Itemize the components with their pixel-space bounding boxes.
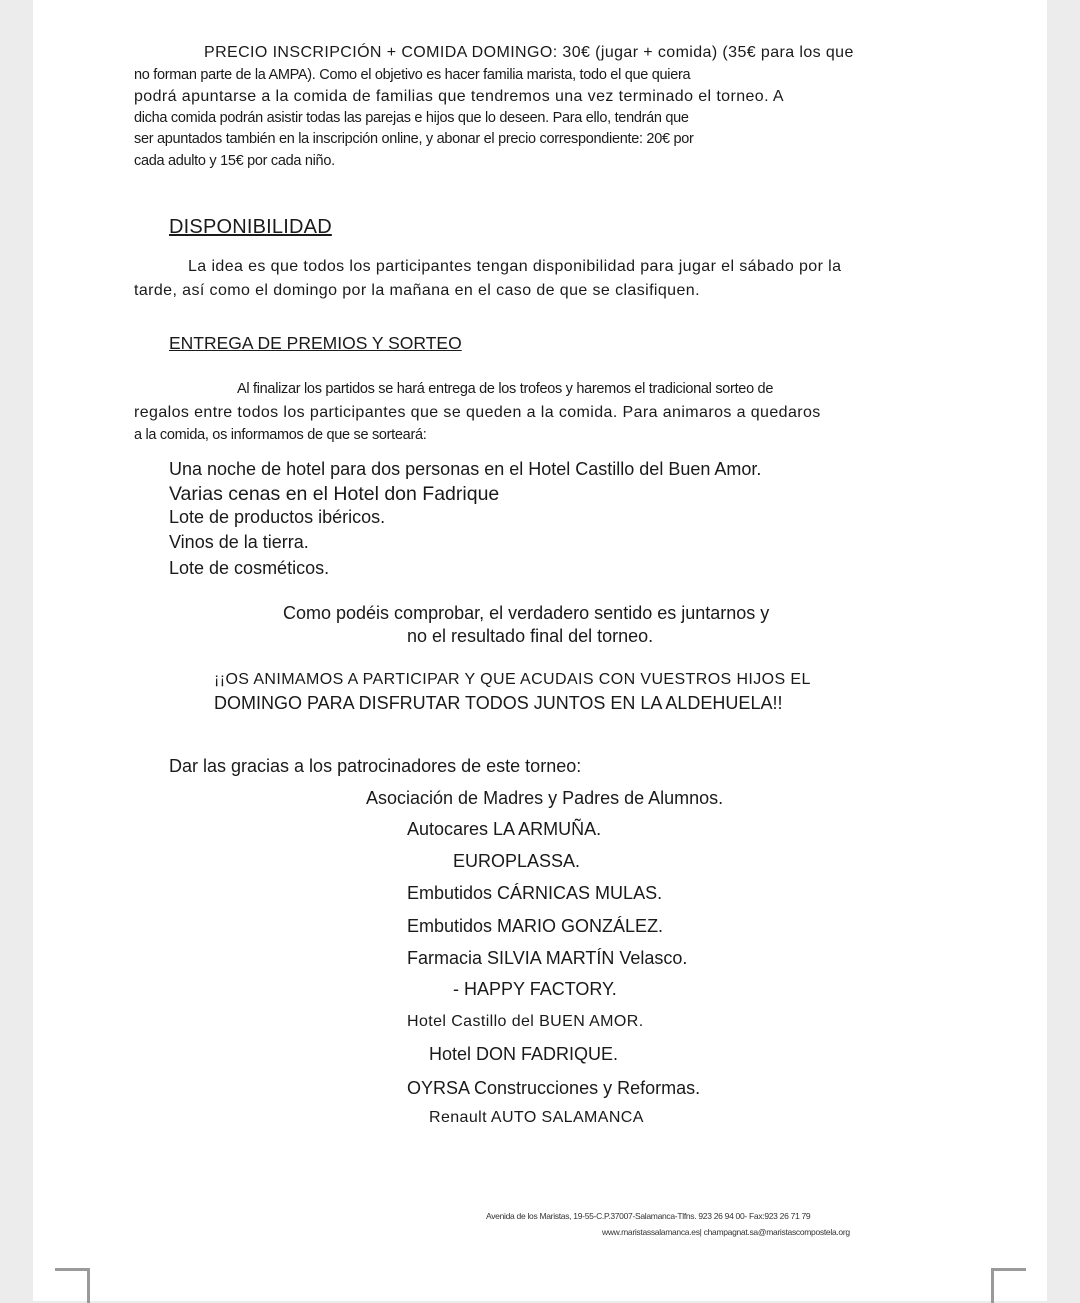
prize-item: Vinos de la tierra. (169, 532, 309, 552)
prize-item: Lote de cosméticos. (169, 558, 330, 578)
message-line: Como podéis comprobar, el verdadero sentido es juntarnos y (283, 603, 770, 623)
sponsor-item: - HAPPY FACTORY. (453, 979, 617, 999)
sponsors-intro: Dar las gracias a los patrocinadores de este torneo: (169, 756, 582, 776)
sponsor-item: Hotel DON FADRIQUE. (429, 1044, 619, 1064)
sponsor-item: EUROPLASSA. (453, 851, 581, 871)
prizes-line: a la comida, os informamos de que se sorteará: (134, 427, 427, 443)
intro-line: no forman parte de la AMPA). Como el objetivo es hacer familia marista, todo el que quiera (134, 67, 691, 83)
message-line: no el resultado final del torneo. (407, 626, 654, 646)
intro-line: dicha comida podrán asistir todas las parejas e hijos que lo deseen. Para ello, tendrán que (134, 110, 689, 126)
crop-mark-right (991, 1268, 1026, 1303)
prize-item: Lote de productos ibéricos. (169, 507, 386, 527)
availability-heading: DISPONIBILIDAD (169, 216, 332, 238)
prizes-line: Al finalizar los partidos se hará entrega de los trofeos y haremos el tradicional sorteo de (237, 381, 774, 397)
sponsor-item: Farmacia SILVIA MARTÍN Velasco. (407, 948, 688, 968)
intro-line: cada adulto y 15€ por cada niño. (134, 153, 335, 169)
prize-item: Varias cenas en el Hotel don Fadrique (169, 483, 500, 505)
sponsor-item: Asociación de Madres y Padres de Alumnos. (366, 788, 724, 808)
prize-item: Una noche de hotel para dos personas en el Hotel Castillo del Buen Amor. (169, 459, 762, 479)
prizes-heading: ENTREGA DE PREMIOS Y SORTEO (169, 333, 462, 353)
intro-line: PRECIO INSCRIPCIÓN + COMIDA DOMINGO: 30€ (jugar + comida) (35€ para los que (204, 44, 854, 61)
document-page (33, 0, 1047, 1301)
exclaim-line: DOMINGO PARA DISFRUTAR TODOS JUNTOS EN LA ALDEHUELA!! (214, 693, 783, 713)
sponsor-item: Embutidos CÁRNICAS MULAS. (407, 883, 663, 903)
prizes-line: regalos entre todos los participantes que se queden a la comida. Para animaros a quedaros (134, 404, 821, 421)
footer-address: Avenida de los Maristas, 19-55-C.P.37007-Salamanca-Tlfns. 923 26 94 00- Fax:923 26 71 79 (486, 1211, 811, 1221)
intro-line: ser apuntados también en la inscripción online, y abonar el precio correspondiente: 20€ por (134, 131, 694, 147)
intro-line: podrá apuntarse a la comida de familias que tendremos una vez terminado el torneo. A (134, 88, 784, 105)
sponsor-item: Renault AUTO SALAMANCA (429, 1109, 644, 1126)
sponsor-item: Embutidos MARIO GONZÁLEZ. (407, 916, 664, 936)
exclaim-line: ¡¡OS ANIMAMOS A PARTICIPAR Y QUE ACUDAIS CON VUESTROS HIJOS EL (214, 671, 811, 688)
footer-web: www.maristassalamanca.es| champagnat.sa@maristascompostela.org (602, 1227, 850, 1237)
availability-line: La idea es que todos los participantes tengan disponibilidad para jugar el sábado por la (188, 258, 842, 275)
availability-line: tarde, así como el domingo por la mañana en el caso de que se clasifiquen. (134, 282, 700, 299)
crop-mark-left (55, 1268, 90, 1303)
sponsor-item: Autocares LA ARMUÑA. (407, 819, 602, 839)
sponsor-item: Hotel Castillo del BUEN AMOR. (407, 1013, 644, 1030)
sponsor-item: OYRSA Construcciones y Reformas. (407, 1078, 701, 1098)
